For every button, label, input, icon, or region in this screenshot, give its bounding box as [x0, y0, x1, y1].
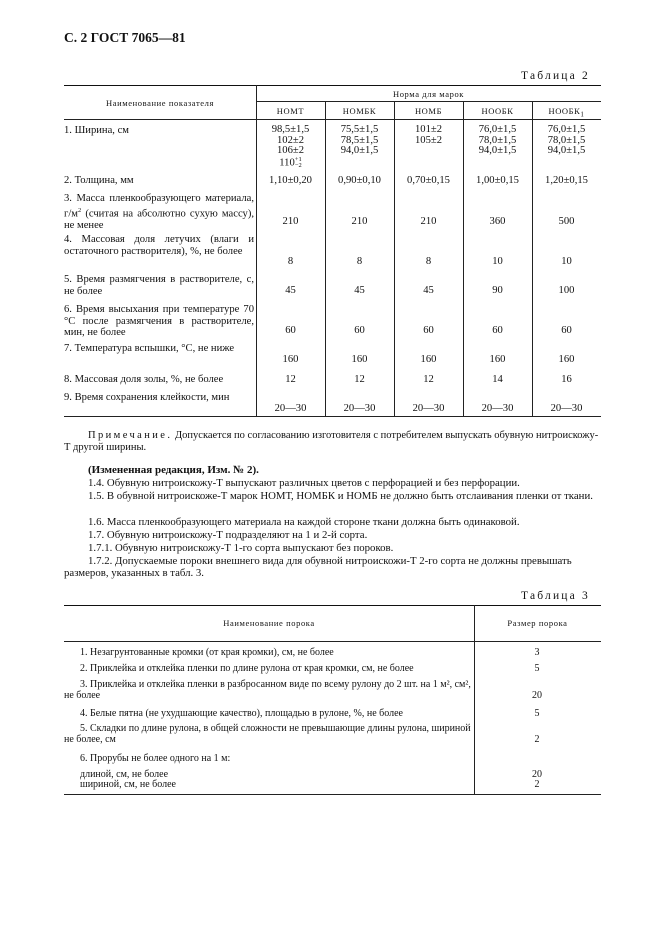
table2-row7-nomb: 160	[420, 354, 437, 365]
mark-header-nomt: НОМТ	[276, 106, 305, 116]
table2-row1-noobk: 76,0±1,5 78,0±1,5 94,0±1,5	[478, 124, 517, 157]
table2-row5-nombk: 45	[354, 285, 365, 296]
table2-row1-nombk: 75,5±1,5 78,5±1,5 94,0±1,5	[340, 124, 379, 157]
table2-row9-name: 9. Время сохранения клейкости, мин	[64, 392, 230, 403]
table2-bottom-rule	[64, 416, 601, 417]
table3-row3-value: 20	[532, 690, 542, 701]
table2-row1-noobk1: 76,0±1,5 78,0±1,5 94,0±1,5	[547, 124, 586, 157]
table2-row1-name: 1. Ширина, см	[64, 125, 129, 136]
table3-row3-name: 3. Приклейка и отклейка пленки в разбросанном виде по всему рулону до 2 шт. на 1 м², см², не более	[64, 679, 471, 701]
table3-row5-name: 5. Складки по длине рулона, в общей сложности не превышающие длины рулона, шириной не более, см	[64, 723, 471, 745]
table2-row7-name: 7. Температура вспышки, °С, не ниже	[64, 343, 235, 354]
table2-row8-nomb: 12	[423, 374, 434, 385]
table2-group-rule	[256, 101, 601, 102]
table2-row4-nombk: 8	[356, 256, 363, 267]
table2-row7-nombk: 160	[351, 354, 368, 365]
table2-row8-noobk1: 16	[561, 374, 572, 385]
table2-row6-noobk: 60	[492, 325, 503, 336]
table3-row1-name: 1. Незагрунтованные кромки (от края кромки), см, не более	[80, 647, 334, 658]
mark-header-nomb: НОМБ	[414, 106, 443, 116]
table2-row6-name: 6. Время высыхания при температуре 70 °С после размягчения в растворителе, мин, не более	[64, 304, 254, 338]
table2-name-col-header: Наименование показателя	[105, 98, 214, 108]
table3-row4-name: 4. Белые пятна (не ухудшающие качество), площадью в рулоне, %, не более	[80, 708, 403, 719]
table3-row6b-value: 2	[534, 779, 540, 790]
table3-row6a-value: 20	[532, 769, 542, 780]
table2-row5-noobk1: 100	[558, 285, 575, 296]
table3-row6b-name: шириной, см, не более	[80, 779, 176, 790]
table2-row3-nomb: 210	[420, 216, 437, 227]
table2-row4-nomb: 8	[425, 256, 432, 267]
table2-row4-noobk1: 10	[561, 256, 572, 267]
table2-row3-name: 3. Масса пленкообразующего материала, $г/м^2$ (считая на абсолютно сухую массу), не менее	[64, 193, 254, 231]
paragraph-1-6: 1.6. Масса пленкообразующего материала на каждой стороне ткани должна быть одинаковой.	[88, 516, 520, 528]
table3-bottom-rule	[64, 794, 601, 795]
table2-caption: Таблица 2	[521, 70, 590, 82]
table3-row6a-name: длиной, см, не более	[80, 769, 169, 780]
table3-top-rule	[64, 605, 601, 606]
table2-row3-noobk1: 500	[558, 216, 575, 227]
table2-row8-noobk: 14	[492, 374, 503, 385]
table2-row5-nomb: 45	[423, 285, 434, 296]
table2-row6-nomb: 60	[423, 325, 434, 336]
table2-row2-name: 2. Толщина, мм	[64, 175, 134, 186]
table2-header-rule	[64, 119, 601, 120]
table2-row8-nomt: 12	[285, 374, 296, 385]
table2-note: Примечание. Допускается по согласованию изготовителя с потребителем выпускать обувную нитроискожу-Т другой ширины.	[64, 430, 599, 453]
table2-row2-nomb: 0,70±0,15	[407, 175, 450, 186]
table2-row3-noobk: 360	[489, 216, 506, 227]
table2-row1-nomt: 98,5±1,5 102±2 106±2 110+1 −2	[271, 124, 310, 169]
paragraph-1-7-1: 1.7.1. Обувную нитроискожу-Т 1-го сорта выпускают без пороков.	[88, 542, 394, 554]
table3-row5-value: 2	[534, 734, 540, 745]
table3-row2-name: 2. Приклейка и отклейка пленки по длине рулона от края кромки, см, не более	[80, 663, 414, 674]
paragraph-1-7: 1.7. Обувную нитроискожу-Т подразделяют на 1 и 2-й сорта.	[88, 529, 368, 541]
table3-row6-name: 6. Прорубы не более одного на 1 м:	[80, 753, 231, 764]
table2-row4-noobk: 10	[492, 256, 503, 267]
table2-row5-name: 5. Время размягчения в растворителе, с, не более	[64, 274, 254, 297]
table2-row6-noobk1: 60	[561, 325, 572, 336]
table2-row7-noobk1: 160	[558, 354, 575, 365]
table2-row6-nomt: 60	[285, 325, 296, 336]
table2-norm-group-header: Норма для марок	[392, 89, 465, 99]
table2-row2-nomt: 1,10±0,20	[269, 175, 312, 186]
table2-row9-nombk: 20—30	[343, 403, 376, 414]
table2-row9-noobk1: 20—30	[550, 403, 583, 414]
table2-row8-nombk: 12	[354, 374, 365, 385]
table2-row8-name: 8. Массовая доля золы, %, не более	[64, 374, 224, 385]
table2-row7-nomt: 160	[282, 354, 299, 365]
table2-row5-noobk: 90	[492, 285, 503, 296]
mark-header-noobk: НООБК	[481, 106, 514, 116]
table2-row7-noobk: 160	[489, 354, 506, 365]
table2-row1-nomb: 101±2 105±2	[414, 124, 442, 146]
table2-top-rule	[64, 85, 601, 86]
table3-row2-value: 5	[534, 663, 540, 674]
table2-row4-name: 4. Массовая доля летучих (влаги и остаточного растворителя), %, не более	[64, 234, 254, 257]
table3-header-rule	[64, 641, 601, 642]
table2-row6-nombk: 60	[354, 325, 365, 336]
table2-row5-nomt: 45	[285, 285, 296, 296]
table2-row3-nomt: 210	[282, 216, 299, 227]
table2-row9-noobk: 20—30	[481, 403, 514, 414]
table3-size-col-header: Размер порока	[507, 618, 568, 628]
table2-row9-nomb: 20—30	[412, 403, 445, 414]
mark-header-noobk1: $НООБК_1$	[548, 106, 585, 119]
mark-header-nombk: НОМБК	[342, 106, 377, 116]
table2-row2-nombk: 0,90±0,10	[338, 175, 381, 186]
paragraph-1-5: 1.5. В обувной нитроискоже-Т марок НОМТ, НОМБК и НОМБ не должно быть отслаивания пленки от ткани.	[88, 490, 593, 502]
paragraph-1-7-2: 1.7.2. Допускаемые пороки внешнего вида для обувной нитроискожи-Т 2-го сорта не должны превышать размеров, указанных в табл. 3.	[64, 555, 572, 579]
table3-row1-value: 3	[534, 647, 540, 658]
page-header: С. 2 ГОСТ 7065—81	[64, 30, 186, 45]
table2-row3-nombk: 210	[351, 216, 368, 227]
table2-row2-noobk1: 1,20±0,15	[545, 175, 588, 186]
table2-row4-nomt: 8	[287, 256, 294, 267]
table2-row9-nomt: 20—30	[274, 403, 307, 414]
table3-caption: Таблица 3	[521, 590, 590, 602]
paragraph-1-4: 1.4. Обувную нитроискожу-Т выпускают различных цветов с перфорацией и без перфорации.	[88, 477, 520, 489]
table2-row2-noobk: 1,00±0,15	[476, 175, 519, 186]
table3-row4-value: 5	[534, 708, 540, 719]
revision-note: (Измененная редакция, Изм. № 2).	[88, 464, 259, 476]
table3-name-col-header: Наименование порока	[223, 618, 315, 628]
